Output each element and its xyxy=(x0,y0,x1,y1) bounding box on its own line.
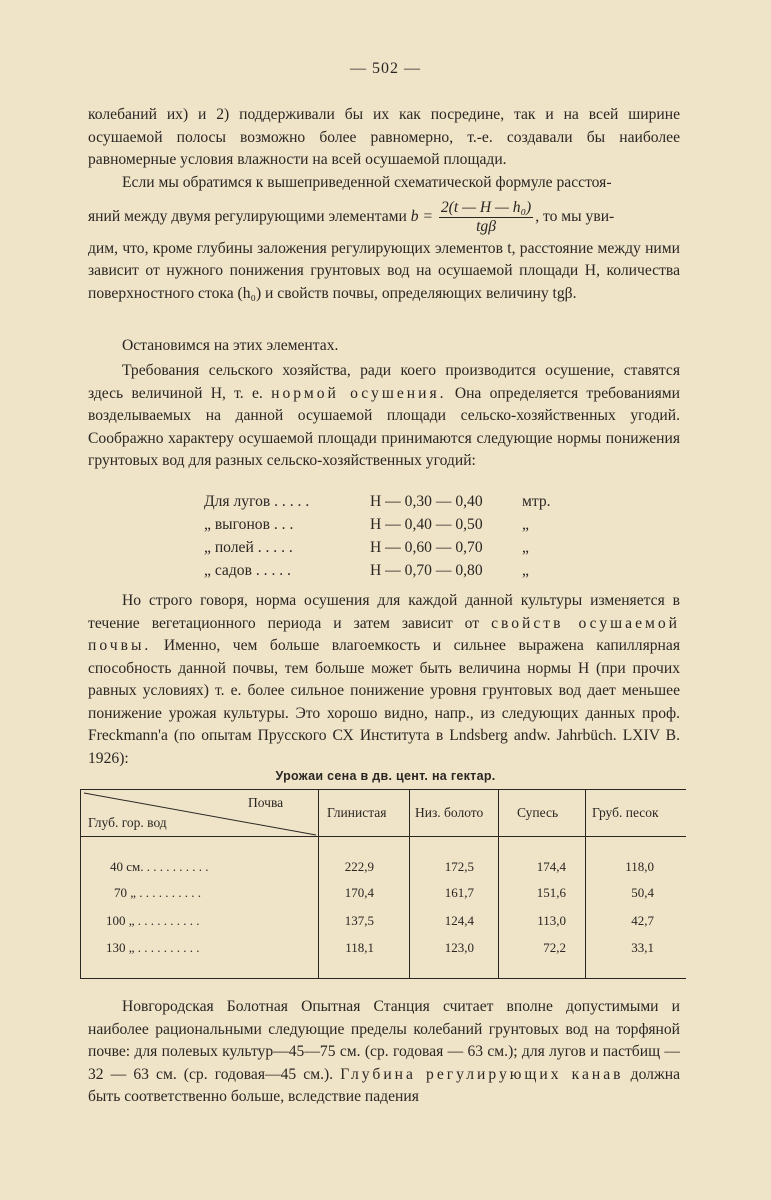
corner-header-soil: Почва xyxy=(248,795,284,810)
paragraph-6-text-a: Новгородская Болотная Опытная Станция считает вполне допустимыми и наиболее рациональными следующие пределы колебаний грунтовых вод на торфяной почве: для полевых культур—45—75 см. (ср. годовая — 63 см.); для лугов и пастбищ — 32 — 63 см. (ср. годовая—45 см.). xyxy=(88,998,680,1083)
table-col-divider xyxy=(318,789,319,979)
paragraph-1: колебаний их) и 2) поддерживали бы их как посредине, так и на всей ширине осушаемой полосы возможно более равномерно, т.-е. создавали бы наиболее равномерные условия влажности на всей осушаемой площади. xyxy=(88,106,680,168)
paragraph-3: Остановимся на этих элементах. xyxy=(122,337,339,354)
table-col-divider xyxy=(585,789,586,979)
table-cell: 172,5 xyxy=(444,859,474,874)
table-cell: 123,0 xyxy=(444,940,474,955)
column-header: Низ. болото xyxy=(415,805,484,820)
table-col-divider xyxy=(498,789,499,979)
spaced-term-channels: Глубина регулирующих канав xyxy=(340,1065,624,1083)
paragraph-4 xyxy=(88,360,680,473)
table-cell: 124,4 xyxy=(444,913,474,928)
table-cell: 137,5 xyxy=(344,913,374,928)
corner-header-depth: Глуб. гор. вод xyxy=(88,815,167,830)
table-cell: 118,1 xyxy=(345,940,374,955)
formula-lead-text: яний между двумя регулирующими элементами xyxy=(88,207,407,225)
row-label: 40 см. . . . . . . . . . . xyxy=(110,859,209,874)
table-cell: 113,0 xyxy=(537,913,566,928)
paragraph-4-text-b: Она определяется требованиями возделываемых на данной осушаемой площади сельско-хозяйственных угодий. Соображно характеру осушаемой площади принимаются следующие нормы понижения грунтовых вод для разных сельско-хозяйственных угодий: xyxy=(88,384,681,469)
formula-line xyxy=(88,199,680,236)
table-cell: 42,7 xyxy=(631,913,654,928)
table-cell: 170,4 xyxy=(344,885,374,900)
formula-fraction xyxy=(439,199,533,236)
table-cell: 72,2 xyxy=(543,940,566,955)
paragraph-2 xyxy=(88,172,680,305)
formula-numerator: 2(t — H — h₀) xyxy=(440,198,532,216)
paragraph-6-text-b: должна быть соответственно больше, вследствие падения xyxy=(88,1065,680,1105)
spaced-term-soil: свойств осушаемой почвы. xyxy=(88,614,681,654)
paragraph-4-text-a: Требования сельского хозяйства, ради коего производится осушение, ставятся здесь величиной H, т. е. xyxy=(88,362,680,402)
formula-lhs: b = xyxy=(410,207,433,225)
page-number: — 502 — xyxy=(350,60,421,77)
paragraph-2-rest: дим, что, кроме глубины заложения регулирующих элементов t, расстояние между ними зависит от нужного понижения грунтовых вод на осушаемой площади H, количества поверхностного стока (h₀) и свойств почвы, определяющих величину tgβ. xyxy=(88,239,680,302)
row-label: 130 „ . . . . . . . . . . xyxy=(106,940,200,955)
table-col-divider xyxy=(409,789,410,979)
column-header: Супесь xyxy=(517,805,559,820)
book-page: — 502 — колебаний их) и 2) поддерживали бы их как посредине, так и на всей ширине осушаемой полосы возможно более равномерно, т.-е. создавали бы наиболее равномерные условия влажности на всей осушаемой площади. Если мы обратимся к вышеприведенной схематической формуле расстоя- яний между двумя регулирующими элементами b = $\frac{\text{2(t — H — h₀)}}{\text{tgβ}}$ , то мы уви- дим, что, кроме глубины заложения регулирующих элементов t, расстояние между ними зависит от нужного понижения грунтовых вод на осушаемой площади H, количества поверхностного стока (h₀) и свойств почвы, определяющих величину tgβ. Остановимся на этих элементах. Требования сельского хозяйства, ради коего производится осушение, ставятся здесь величиной H, т. е. нормой осушения. Она определяется требованиями возделываемых на данной осушаемой площади сельско-хозяйственных угодий. Соображно характеру осушаемой площади принимаются следующие нормы понижения грунтовых вод для разных сельско-хозяйственных угодий: Для лугов . . . . . H — 0,30 — 0,40 мтр. „ выгонов . . . H — 0,40 — 0,50 „ „ полей . . . . . H — 0,60 — 0,70 „ „ садов . . . . . H — 0,70 — 0,80 „ Но строго говоря, норма осушения для каждой данной культуры изменяется в течение вегетационного периода и затем зависит от свойств осушаемой почвы. Именно, чем больше влагоемкость и сильнее выражена капиллярная способность данной почвы, тем больше может быть величина нормы H (при прочих равных условиях) т. е. более сильное понижение уровня грунтовых вод дает меньшее понижение урожая культуры. Это хорошо видно, напр., из следующих данных проф. Freckmann'a (по опытам Прусского СХ Института в Lndsberg andw. Jahrbüch. LXIV В. 1926): Урожаи сена в дв. цент. на гектар. Почва Глуб. гор. вод Глинистая Низ. болото Супесь Груб. песок 40 см. . . . . . . . . . . 222,9 172,5 174,4 118,0 70 „ . . . . . . . . . . 170,4 161,7 151,6 50,4 100 „ . . . . . . . . . . 137,5 124,4 113,0 42,7 130 „ . . . . . . . . . . 118,1 123,0 72,2 33,1 Новгородская Болотная Опытная Станция считает вполне допустимыми и наиболее рациональными следующие пределы колебаний грунтовых вод на торфяной почве: для полевых культур—45—75 см. (ср. годовая — 63 см.); для лугов и пастбищ — 32 — 63 см. (ср. годовая—45 см.). Глубина регулирующих канав должна быть соответственно больше, вследствие падения xyxy=(0,0,771,1200)
spaced-term-norm: нормой осушения. xyxy=(271,384,447,402)
paragraph-2-line-1: Если мы обратимся к вышеприведенной схематической формуле расстоя- xyxy=(122,174,612,191)
table-caption: Урожаи сена в дв. цент. на гектар. xyxy=(275,769,496,783)
paragraph-5-text-b: Именно, чем больше влагоемкость и сильнее выражена капиллярная способность данной почвы, тем больше может быть величина нормы H (при прочих равных условиях) т. е. более сильное понижение уровня грунтовых вод дает меньшее понижение урожая культуры. Это хорошо видно, напр., из следующих данных проф. Freckmann'a (по опытам Прусского СХ Института в Lndsberg andw. Jahrbüch. LXIV В. 1926): xyxy=(88,637,680,767)
table-cell: 161,7 xyxy=(444,885,474,900)
row-label: 70 „ . . . . . . . . . . xyxy=(114,885,202,900)
row-label: 100 „ . . . . . . . . . . xyxy=(106,913,200,928)
formula-denominator: tgβ xyxy=(476,217,496,235)
paragraph-6 xyxy=(88,996,680,1109)
table-cell: 33,1 xyxy=(631,940,654,955)
column-header: Глинистая xyxy=(327,805,387,820)
table-cell: 50,4 xyxy=(631,885,654,900)
paragraph-5 xyxy=(88,590,680,770)
paragraph-5-text-a: Но строго говоря, норма осушения для каждой данной культуры изменяется в течение вегетационного периода и затем зависит от xyxy=(88,592,680,632)
formula-tail-text: , то мы уви- xyxy=(535,207,615,225)
table-cell: 174,4 xyxy=(536,859,566,874)
yield-table xyxy=(80,789,686,979)
column-header: Груб. песок xyxy=(592,805,659,820)
table-cell: 118,0 xyxy=(625,859,654,874)
table-cell: 151,6 xyxy=(536,885,566,900)
table-rule-bottom xyxy=(80,978,686,979)
table-cell: 222,9 xyxy=(344,859,374,874)
